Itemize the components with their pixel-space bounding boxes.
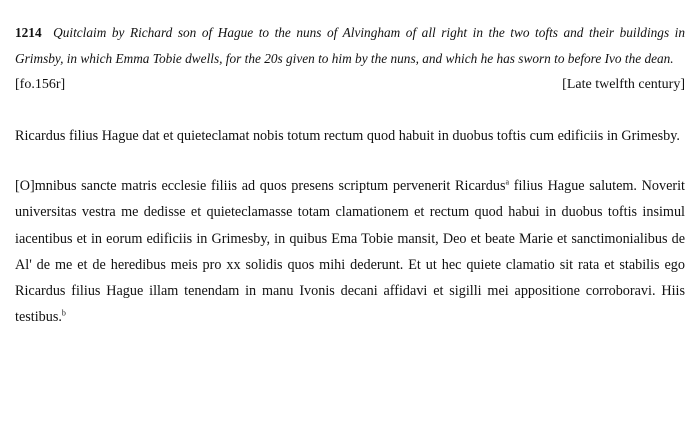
entry-summary: Quitclaim by Richard son of Hague to the nuns of Alvingham of all right in the two tofts and their buildings in Grimsby, in which Emma Tobie dwells, for the 20s given to him by the nuns, and which he has sworn to before Ivo the dean. (15, 25, 685, 66)
footnote-marker-b: b (61, 308, 66, 318)
entry-date: [Late twelfth century] (562, 77, 685, 92)
document-page (15, 20, 685, 330)
rubric-paragraph: Ricardus filius Hague dat et quieteclamat nobis totum rectum quod habuit in duobus toftis cum edificiis in Grimesby. (15, 128, 680, 144)
charter-text-part2: filius Hague salutem. Noverit universitas vestra me dedisse et quieteclamasse totam clamationem et rectum quod habui in duobus toftis insimul iacentibus et in eorum edificiis in Grimesby, in quibus Ema Tobie mansit, Deo et beate Marie et sanctimonialibus de Al' de me et de heredibus meis pro xx solidis quos mihi dederunt. Et ut hec quiete clamatio sit rata et stabilis ego Ricardus filius Hague illam tenendam in manu Ivonis decani affidavi et sigilli mei appositione corroboravi. Hiis testibus. (15, 178, 685, 326)
footnote-marker-a: a (505, 177, 510, 187)
charter-text-part1: [O]mnibus sancte matris ecclesie filiis ad quos presens scriptum pervenerit Ricardus (15, 178, 506, 195)
folio-reference: [fo.156r] (15, 77, 66, 92)
entry-number: 1214 (15, 25, 42, 40)
charter-text (15, 173, 685, 330)
